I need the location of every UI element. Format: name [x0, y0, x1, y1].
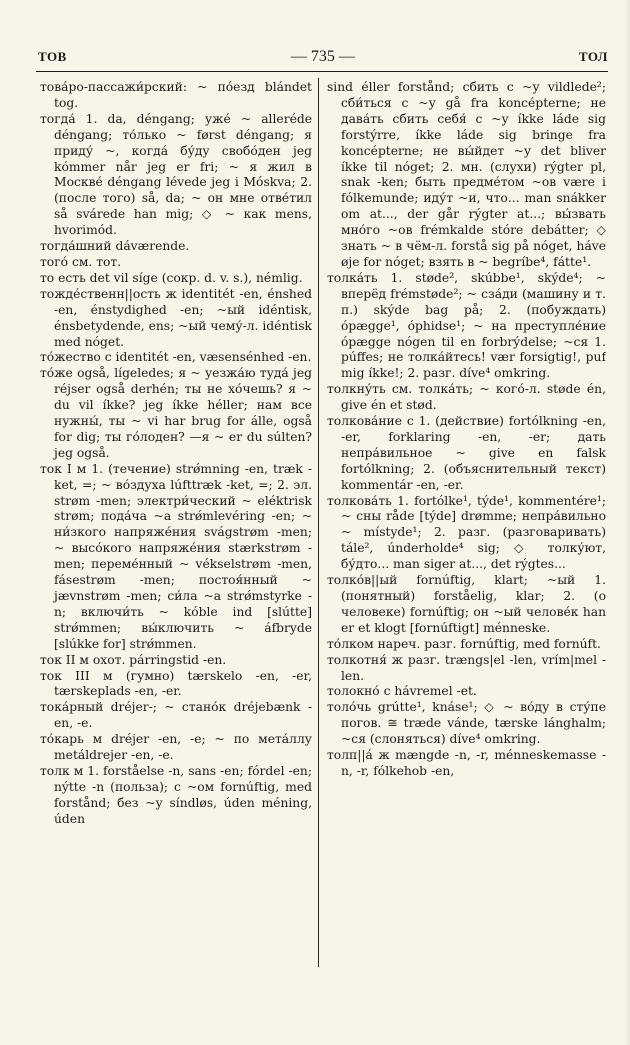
- dictionary-entry: тогда́шний dáværende.: [40, 239, 190, 254]
- column-divider: [318, 78, 319, 967]
- dictionary-entry: ток I м 1. (течение) strǿmning -en, træk -ket, =; ~ во́здуха lúfttræk -ket, =; 2. эл. strøm -men; электри́ческий ~ eléktrisk strøm; пода́ча ~а strǿmlevéring -en; ~ ни́зкого напряже́ния svágstrøm -men; ~ высо́кого напряже́ния stærkstrøm -men; переме́нный ~ vékselstrøm -men, fásestrøm -men; постоя́нный ~ jævnstrøm -men; си́ла ~а strǿmstyrke -n; включи́ть ~ kóble ind [slútte] strǿmmen; вы́ключить ~ áfbryde [slúkke for] strǿmmen.: [40, 461, 312, 651]
- dictionary-entry: тожде́ственн||ость ж identitét -en, énshed -en, énstydighed -en; ~ый idéntisk, énsbetydende, ens; ~ый чему́-л. idéntisk med nóget.: [40, 286, 312, 349]
- dictionary-entry: толк м 1. forståelse -n, sans -en; fórdel -en; nýtte -n (польза); с ~ом fornúftig, med forstånd; без ~у síndløs, úden méning, úden: [40, 763, 312, 826]
- dictionary-entry: толкну́ть см. толка́ть; ~ кого́-л. støde én, give én et stød.: [327, 382, 606, 413]
- dictionary-entry: ток III м (гумно) tærskelo -en, -er, tærskeplads -en, -er.: [40, 668, 312, 699]
- dictionary-entry: толкотня́ ж разг. trængs|el -len, vrím|mel -len.: [327, 652, 606, 683]
- dictionary-entry: то есть det vil síge (сокр. d. v. s.), némlig.: [40, 270, 303, 285]
- left-guide-word: ТОВ: [38, 49, 67, 64]
- dictionary-entry: то́карь м dréjer -en, -e; ~ по мета́ллу metáldrejer -en, -e.: [40, 732, 312, 763]
- right-column: [327, 80, 606, 975]
- dictionary-entry: толка́ть 1. støde², skúbbe¹, skýde⁴; ~ вперёд frémstøde²; ~ сза́ди (машину и т. п.) skýde bag på; 2. (побуждать) ópægge¹, óphidse¹; ~ на преступле́ние ópægge nógen til en forbrýdelse; ~ся 1. púffes; не толка́йтесь! vær forsigtig!, puf mig íkke!; 2. разг. díve⁴ omkring.: [327, 270, 606, 381]
- dictionary-entry: того́ см. тот.: [40, 254, 122, 269]
- dictionary-entry: то́же også, lígeledes; я ~ уезжа́ю туда́ jeg réjser også derhén; ты не хо́чешь? я ~ du vil íkke? jeg íkke héller; нам все нужны́, ты ~ vi har brug for álle, også for dig; ты го́лоден? —я ~ er du súlten? jeg også.: [40, 366, 312, 460]
- dictionary-entry: толп||а́ ж mængde -n, -r, ménneskemasse -n, -r, fólkehob -en,: [327, 748, 606, 778]
- page-number: — 735 —: [290, 48, 355, 65]
- header-rule: [36, 71, 608, 72]
- dictionary-entry: толкова́ть 1. fortólke¹, týde¹, kommentére¹; ~ сны råde [týde] drømme; непра́вильно ~ místyde¹; 2. разг. (разговаривать) tále², únderholde⁴ sig; ◇ толку́ют, бу́дто... man siger at..., det rýgtes...: [327, 493, 606, 572]
- dictionary-entry: толко́в||ый fornúftig, klart; ~ый 1. (понятный) forståelig, klar; 2. (о человеке) fornúftig; он ~ый челове́к han er et klogt [fornúftigt] ménneske.: [327, 573, 606, 635]
- dictionary-entry: ток II м охот. párringstid -en.: [40, 652, 227, 667]
- dictionary-entry: толокно́ с hávremel -et.: [327, 684, 477, 699]
- left-column: [40, 80, 312, 975]
- dictionary-entry: то́лком нареч. разг. fornúftig, med fornúft.: [327, 636, 601, 651]
- dictionary-entry: тогда́ 1. da, déngang; уже́ ~ alleréde déngang; то́лько ~ først déngang; я приду́ ~, когда́ бу́ду свобо́ден jeg kómmer når jeg er fri; ~ я жил в Москве́ déngang lévede jeg i Móskva; 2. (после того) så, da; ~ он мне отве́тил så svárede han mig; ◇ ~ как mens, hvorimód.: [40, 111, 312, 238]
- dictionary-entry: това́ро-пассажи́рский: ~ по́езд blándet tog.: [40, 80, 312, 110]
- page-header: [38, 46, 608, 68]
- dictionary-entry: тока́рный dréjer-; ~ стано́к dréjebænk -en, -e.: [40, 700, 312, 731]
- dictionary-entry: толо́чь grútte¹, knáse¹; ◇ ~ во́ду в сту́пе погов. ≅ træde vánde, tærske lánghalm; ~ся (слоняться) díve⁴ omkring.: [327, 700, 606, 747]
- right-guide-word: ТОЛ: [578, 49, 608, 64]
- dictionary-entry: толкова́ние с 1. (действие) fortólkning -en, -er, forklaring -en, -er; дать непра́вильное ~ give en falsk fortólkning; 2. (объяснительный текст) kommentár -en, -er.: [327, 414, 606, 492]
- page-edge-shading: [624, 0, 630, 1045]
- dictionary-entry: то́жество с identitét -en, væsensénhed -en.: [40, 350, 312, 365]
- dictionary-entry: sind éller forstånd; сбить с ~у vildlede²; сби́ться с ~у gå fra koncépterne; не дава́ть сбить себя́ с ~у íkke láde sig forstýrre, íkke láde sig bringe fra koncépterne; не вы́йдет ~у det bliver íkke til nóget; 2. мн. (слухи) rýgter pl, snak -ken; быть предме́том ~ов være i fólkemunde; иду́т ~и, что... man snákker om at..., der går rýgter at...; вы́звать мно́го ~ов frémkalde stóre debátter; ◇ знать ~ в чём-л. forstå sig på nóget, háve øje for nóget; взять в ~ begríbe⁴, fátte¹.: [327, 80, 606, 269]
